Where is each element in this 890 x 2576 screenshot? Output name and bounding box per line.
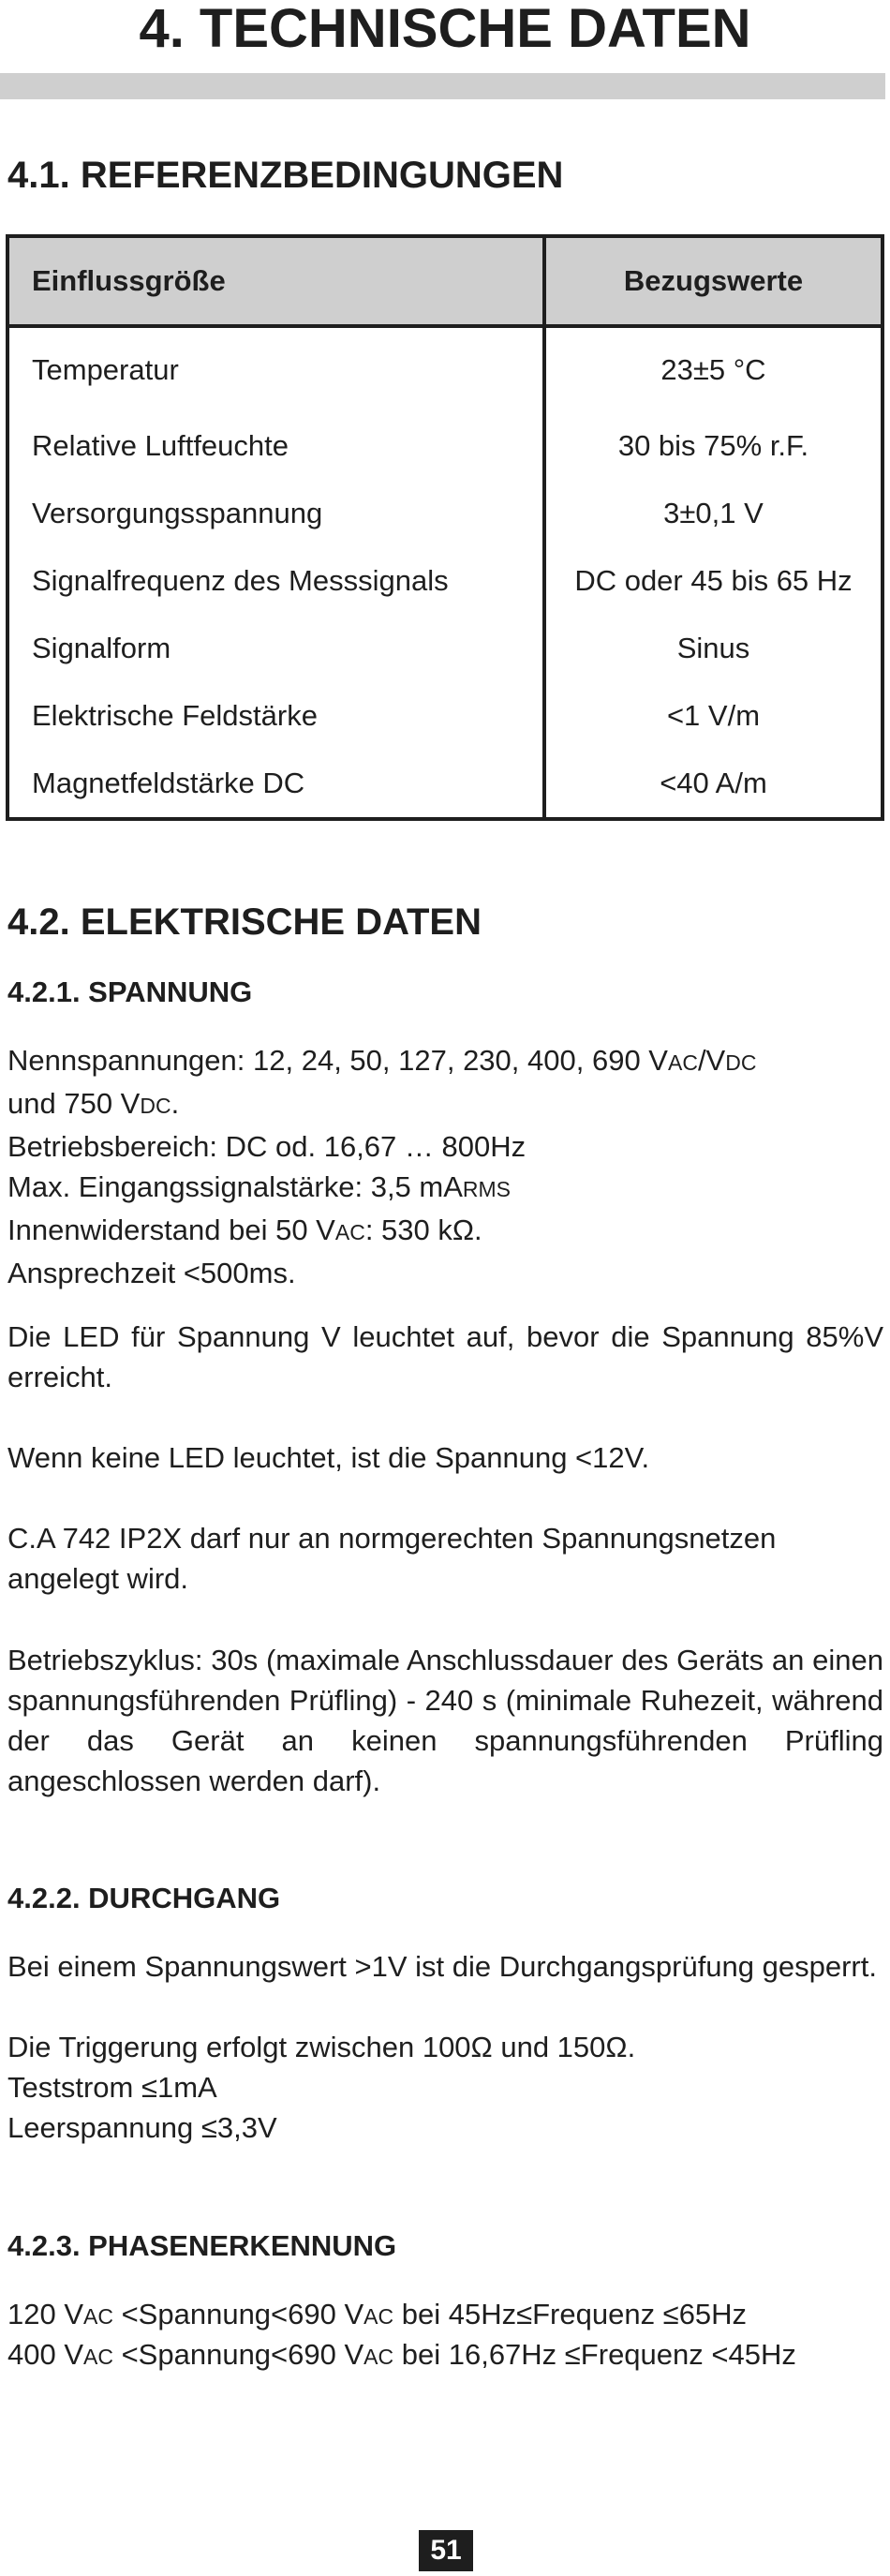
table-row xyxy=(7,480,883,547)
subsection-heading-4-2-2: 4.2.2. DURCHGANG xyxy=(7,1882,281,1914)
subsection-heading-4-2-3: 4.2.3. PHASENERKENNUNG xyxy=(7,2229,397,2262)
ip2x-paragraph: C.A 742 IP2X darf nur an normgerechten Spannungsnetzen angelegt wird. xyxy=(7,1522,777,1595)
table-row xyxy=(7,326,883,412)
led-voltage-paragraph: Die LED für Spannung V leuchtet auf, bevor die Spannung 85%V erreicht. xyxy=(7,1320,883,1393)
subscript-dc: DC xyxy=(140,1094,171,1118)
title-underline-bar xyxy=(0,73,885,99)
nominal-voltages-text xyxy=(7,1040,883,1293)
text-run: und 750 V xyxy=(7,1087,141,1120)
table-cell-value: 30 bis 75% r.F. xyxy=(617,429,809,462)
text-run: . xyxy=(171,1087,180,1120)
table-cell-parameter: Magnetfeldstärke DC xyxy=(7,750,544,819)
section-heading-4-1: 4.1. REFERENZBEDINGUNGEN xyxy=(7,155,564,196)
table-row xyxy=(7,615,883,682)
table-cell-parameter: Temperatur xyxy=(7,326,544,412)
table-header-cell: Einflussgröße xyxy=(7,236,544,326)
test-current-text: Teststrom ≤1mA xyxy=(7,2071,217,2104)
table-row xyxy=(7,682,883,750)
phase-detection-line-2 xyxy=(7,2334,883,2377)
led-off-paragraph: Wenn keine LED leuchtet, ist die Spannung <12V. xyxy=(7,1441,650,1474)
table-cell-value: 3±0,1 V xyxy=(663,497,764,529)
page-number: 51 xyxy=(419,2530,473,2571)
table-cell-value: DC oder 45 bis 65 Hz xyxy=(574,564,853,597)
table-header-row xyxy=(7,236,883,326)
open-voltage-text: Leerspannung ≤3,3V xyxy=(7,2111,277,2144)
subscript-ac: AC xyxy=(363,2345,394,2369)
text-run: <Spannung<690 V xyxy=(112,2298,364,2330)
text-run: 400 V xyxy=(7,2338,84,2371)
table-cell-parameter: Signalfrequenz des Messsignals xyxy=(7,547,544,615)
subscript-ac: AC xyxy=(83,2345,113,2369)
table-row xyxy=(7,547,883,615)
duty-cycle-paragraph: Betriebszyklus: 30s (maximale Anschlussdauer des Geräts an einen spannungsführenden Prüfling) - 240 s (minimale Ruhezeit, während der das Gerät an keinen spannungsführenden Prüfling angeschlossen werden darf). xyxy=(7,1644,883,1797)
continuity-blocked-text: Bei einem Spannungswert >1V ist die Durchgangsprüfung gesperrt. xyxy=(7,1950,877,1983)
operating-range-text: Betriebsbereich: DC od. 16,67 … 800Hz xyxy=(7,1130,527,1163)
continuity-trigger-text: Die Triggerung erfolgt zwischen 100Ω und 150Ω. xyxy=(7,2031,636,2063)
table-row xyxy=(7,750,883,819)
subscript-ac: AC xyxy=(363,2304,394,2329)
table-cell-value: <1 V/m xyxy=(666,699,761,732)
table-cell-parameter: Relative Luftfeuchte xyxy=(7,412,544,480)
text-run: Innenwiderstand bei 50 V xyxy=(7,1214,335,1246)
text-run: Nennspannungen: 12, 24, 50, 127, 230, 400, 690 V xyxy=(7,1044,668,1077)
reference-conditions-table xyxy=(6,234,884,821)
table-cell-value: 23±5 °C xyxy=(660,353,766,386)
subsection-heading-4-2-1: 4.2.1. SPANNUNG xyxy=(7,975,253,1008)
text-run: 120 V xyxy=(7,2298,84,2330)
subscript-dc: DC xyxy=(725,1050,757,1075)
phase-detection-line-1 xyxy=(7,2294,883,2337)
text-run: Max. Eingangssignalstärke: 3,5 mA xyxy=(7,1170,463,1203)
text-run: /V xyxy=(697,1044,726,1077)
page-title: 4. TECHNISCHE DATEN xyxy=(139,0,751,59)
table-row xyxy=(7,412,883,480)
table-header-cell: Bezugswerte xyxy=(544,236,883,326)
text-run: bei 16,67Hz ≤Frequenz <45Hz xyxy=(393,2338,796,2371)
text-run: <Spannung<690 V xyxy=(112,2338,364,2371)
table-cell-parameter: Elektrische Feldstärke xyxy=(7,682,544,750)
subscript-ac: AC xyxy=(334,1220,365,1244)
text-run: bei 45Hz≤Frequenz ≤65Hz xyxy=(393,2298,748,2330)
subscript-ac: AC xyxy=(667,1050,698,1075)
table-cell-parameter: Versorgungsspannung xyxy=(7,480,544,547)
text-run: : 530 kΩ. xyxy=(364,1214,482,1246)
subscript-rms: RMS xyxy=(462,1177,512,1201)
table-cell-value: <40 A/m xyxy=(660,767,767,799)
table-cell-value: Sinus xyxy=(676,632,750,664)
section-heading-4-2: 4.2. ELEKTRISCHE DATEN xyxy=(7,901,482,943)
subscript-ac: AC xyxy=(83,2304,113,2329)
table-cell-parameter: Signalform xyxy=(7,615,544,682)
response-time-text: Ansprechzeit <500ms. xyxy=(7,1257,296,1289)
